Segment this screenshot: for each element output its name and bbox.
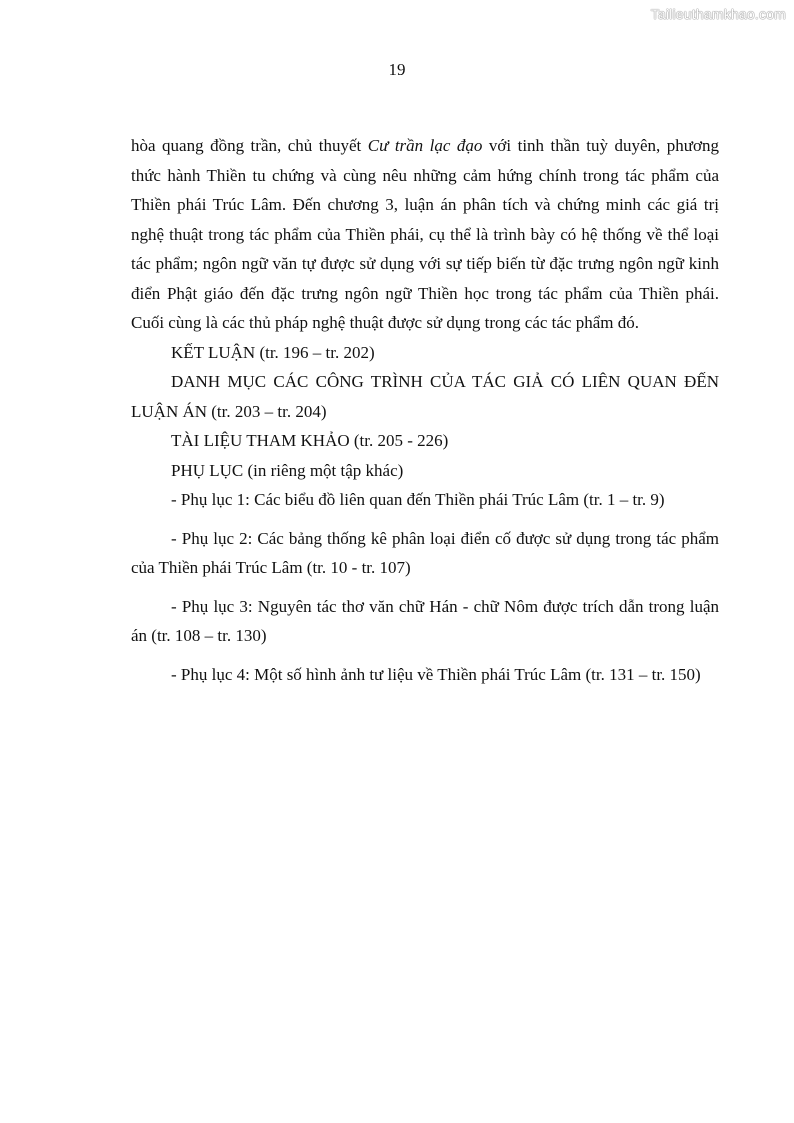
intro-paragraph [131, 131, 719, 338]
section-appendix: PHỤ LỤC (in riêng một tập khác) [171, 460, 404, 480]
appendix-item-1: - Phụ lục 1: Các biểu đồ liên quan đến Thiền phái Trúc Lâm (tr. 1 – tr. 9) [171, 490, 665, 509]
appendix-item-3: - Phụ lục 3: Nguyên tác thơ văn chữ Hán - chữ Nôm được trích dẫn trong luận án (tr. 108 – tr. 130) [131, 596, 719, 645]
section-publications: DANH MỤC CÁC CÔNG TRÌNH CỦA TÁC GIẢ CÓ LIÊN QUAN ĐẾN LUẬN ÁN (tr. 203 – tr. 204) [131, 372, 719, 421]
intro-italic-title: Cư trần lạc đạo [367, 136, 483, 155]
intro-text-part1: hòa quang đồng trần, chủ thuyết [131, 136, 368, 155]
intro-text-part2: với tinh thần tuỳ duyên, phương thức hành Thiền tu chứng và cùng nêu những cảm hứng chính trong tác phẩm của Thiền phái Trúc Lâm. Đến chương 3, luận án phân tích và chứng minh các giá trị nghệ thuật trong tác phẩm của Thiền phái, cụ thể là trình bày có hệ thống về thể loại tác phẩm; ngôn ngữ văn tự được sử dụng với sự tiếp biến từ đặc trưng ngôn ngữ kinh điển Phật giáo đến đặc trưng ngôn ngữ Thiền học trong tác phẩm của Thiền phái. Cuối cùng là các thủ pháp nghệ thuật được sử dụng trong các tác phẩm đó. [131, 136, 719, 332]
section-conclusion: KẾT LUẬN (tr. 196 – tr. 202) [171, 342, 375, 362]
page-number: 19 [388, 60, 406, 79]
appendix-item-2: - Phụ lục 2: Các bảng thống kê phân loại điển cố được sử dụng trong tác phẩm của Thiền phái Trúc Lâm (tr. 10 - tr. 107) [131, 528, 719, 577]
watermark: Tailieuthamkhao.com [650, 6, 786, 22]
appendix-item-4: - Phụ lục 4: Một số hình ảnh tư liệu về Thiền phái Trúc Lâm (tr. 131 – tr. 150) [171, 664, 701, 684]
document-body [131, 131, 719, 689]
section-references: TÀI LIỆU THAM KHẢO (tr. 205 - 226) [171, 431, 449, 450]
